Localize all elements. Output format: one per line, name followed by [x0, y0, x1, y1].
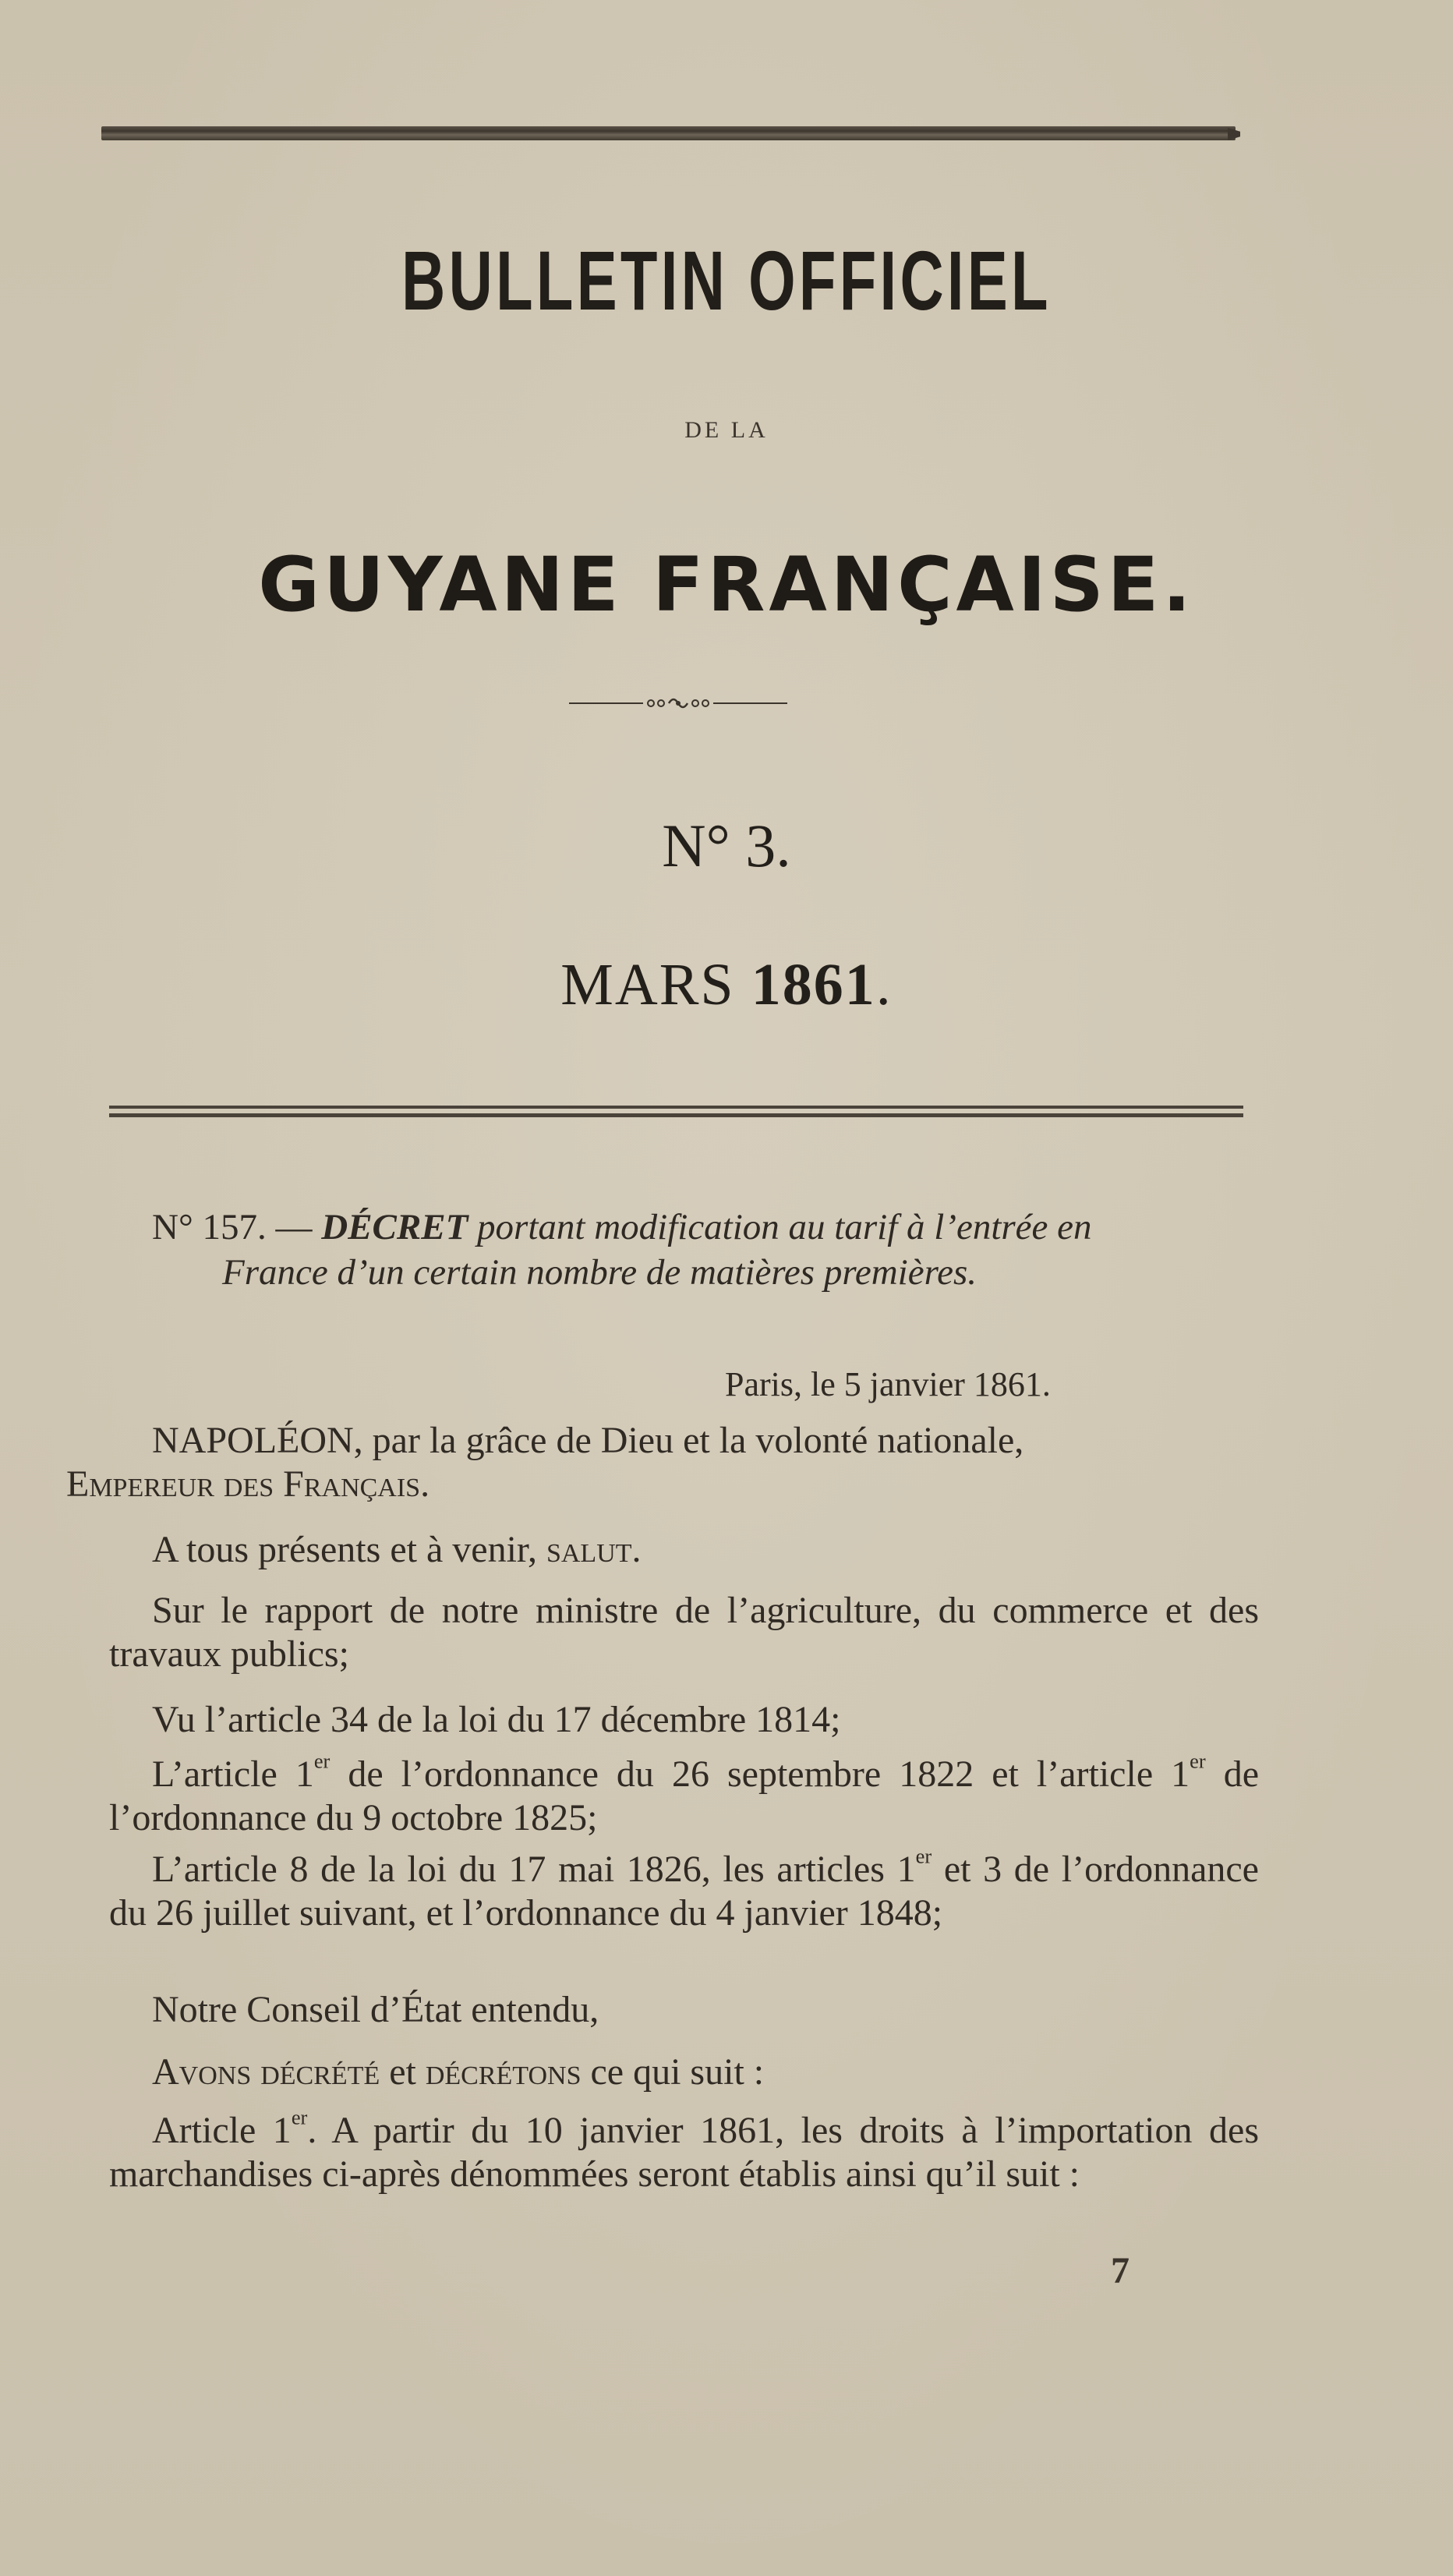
top-rule [101, 126, 1236, 140]
paragraph-conseil: Notre Conseil d’État entendu, [152, 1989, 599, 2030]
p8-a: Avons décrété [152, 2051, 380, 2093]
paragraph-avons-decrete [109, 2051, 1259, 2094]
p1-emperor: Empereur des Français. [66, 1463, 430, 1505]
p2-salut: salut. [546, 1529, 642, 1570]
paragraph-rapport: Sur le rapport de notre ministre de l’agriculture, du commerce et des travaux publics; [109, 1590, 1259, 1675]
decree-number: N° 157. — [152, 1207, 322, 1247]
double-rule-divider [109, 1106, 1243, 1121]
paragraph-napoleon [66, 1419, 1259, 1506]
bulletin-title: BULLETIN OFFICIEL [401, 233, 1052, 327]
place-date: Paris, le 5 janvier 1861. [725, 1365, 1051, 1403]
p9-sup: er [291, 2105, 308, 2129]
paragraph-loi-1826 [109, 1844, 1259, 1935]
decree-kind: DÉCRET [321, 1207, 468, 1247]
page-number: 7 [1111, 2250, 1130, 2291]
p5-sup2: er [1190, 1749, 1206, 1773]
p5-c: de l’ordonnance du 9 octobre 1825; [109, 1753, 1259, 1838]
paragraph-vu: Vu l’article 34 de la loi du 17 décembre 1814; [152, 1699, 841, 1740]
p6-sup: er [915, 1844, 932, 1868]
ornament-divider [569, 692, 787, 714]
colony-title: GUYANE FRANÇAISE. [258, 541, 1195, 628]
p6-a: L’article 8 de la loi du 17 mai 1826, les articles 1 [152, 1849, 916, 1890]
issue-date [0, 951, 1453, 1019]
p9-b: . A partir du 10 janvier 1861, les droits à l’importation des marchandises ci-après dénommées seront établis ainsi qu’il suit : [109, 2110, 1260, 2195]
p5-b: de l’ordonnance du 26 septembre 1822 et l’article 1 [330, 1753, 1190, 1795]
p8-d: ce qui suit : [581, 2051, 765, 2093]
paragraph-salut [109, 1528, 1259, 1572]
decree-subject-2: France d’un certain nombre de matières premières. [222, 1252, 978, 1293]
paragraph-article-1 [109, 2105, 1260, 2196]
decree-subject-1: portant modification au tarif à l’entrée en [468, 1207, 1092, 1247]
issue-number: N° 3. [662, 812, 791, 879]
p8-b: et [380, 2051, 426, 2093]
issue-date-period: . [875, 952, 893, 1017]
p8-c: décrétons [425, 2051, 582, 2093]
decree-heading [152, 1205, 1259, 1295]
p1-text: NAPOLÉON, par la grâce de Dieu et la volonté nationale, [152, 1420, 1024, 1461]
p2-text: A tous présents et à venir, [152, 1529, 546, 1570]
p5-sup1: er [313, 1749, 331, 1773]
issue-month: MARS [560, 952, 735, 1017]
paragraph-ordonnance-1822 [109, 1749, 1259, 1840]
p9-a: Article 1 [152, 2110, 292, 2151]
p6-b: et 3 de l’ordonnance du 26 juillet suivant, et l’ordonnance du 4 janvier 1848; [109, 1849, 1259, 1934]
decree-heading-line1 [152, 1205, 1259, 1250]
de-la-label: DE LA [684, 417, 769, 443]
p5-a: L’article 1 [152, 1753, 314, 1795]
issue-year: 1861 [751, 952, 876, 1017]
